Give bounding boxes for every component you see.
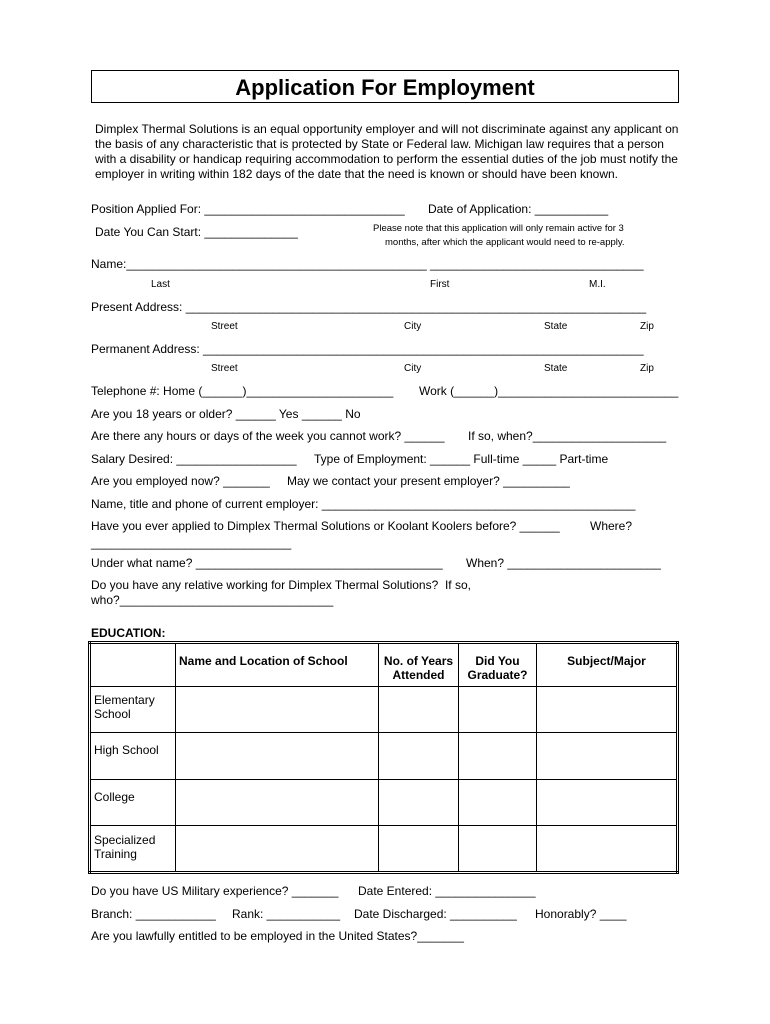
name-first-label: First <box>430 279 450 290</box>
note-line-2: months, after which the applicant would need to re-apply. <box>385 237 625 248</box>
education-table <box>88 641 679 874</box>
lawfully-entitled-field[interactable]: Are you lawfully entitled to be employed in the United States?_______ <box>91 929 464 943</box>
cell-input[interactable] <box>379 686 459 733</box>
row-label-elementary: Elementary School <box>90 686 176 733</box>
applied-before-field[interactable]: Have you ever applied to Dimplex Thermal Solutions or Koolant Koolers before? ______ <box>91 519 560 533</box>
start-date-field[interactable]: Date You Can Start: ______________ <box>95 225 298 239</box>
permanent-state-label: State <box>544 363 568 374</box>
col-years: No. of Years Attended <box>379 643 459 687</box>
present-zip-label: Zip <box>640 321 654 332</box>
under-name-field[interactable]: Under what name? _____________________________________ <box>91 556 443 570</box>
age-question-field[interactable]: Are you 18 years or older? ______ Yes ______ No <box>91 407 361 421</box>
row-label-college: College <box>90 779 176 826</box>
branch-field[interactable]: Branch: ____________ <box>91 907 216 921</box>
cell-input[interactable] <box>459 779 537 826</box>
row-label-high-school: High School <box>90 733 176 780</box>
present-address-field[interactable]: Present Address: _____________________________________________________________________ <box>91 300 647 314</box>
employment-type-field[interactable]: Type of Employment: ______ Full-time _____ Part-time <box>314 452 609 466</box>
present-city-label: City <box>404 321 422 332</box>
cell-input[interactable] <box>176 779 379 826</box>
employed-now-field[interactable]: Are you employed now? _______ <box>91 474 270 488</box>
salary-field[interactable]: Salary Desired: __________________ <box>91 452 297 466</box>
hours-question-field[interactable]: Are there any hours or days of the week you cannot work? ______ <box>91 429 445 443</box>
date-entered-field[interactable]: Date Entered: _______________ <box>358 884 536 898</box>
cell-input[interactable] <box>379 733 459 780</box>
cell-input[interactable] <box>176 826 379 873</box>
title-box <box>91 70 679 103</box>
position-applied-field[interactable]: Position Applied For: ______________________________ <box>91 202 405 216</box>
cell-input[interactable] <box>537 826 678 873</box>
equal-opportunity-statement: Dimplex Thermal Solutions is an equal opportunity employer and will not discriminate against any applicant on the basis of any characteristic that is protected by State or Federal law. Michigan law requires that a person with a disability or handicap requiring accommodation to perform the essential duties of the job must notify the employer in writing within 182 days of the date that the need is known or should have been known. <box>95 122 679 181</box>
permanent-zip-label: Zip <box>640 363 654 374</box>
hours-when-field[interactable]: If so, when?____________________ <box>468 429 667 443</box>
education-corner-cell <box>90 643 176 687</box>
table-row <box>90 686 678 733</box>
cell-input[interactable] <box>459 826 537 873</box>
applied-where-label: Where? <box>590 519 633 533</box>
present-state-label: State <box>544 321 568 332</box>
under-when-field[interactable]: When? _______________________ <box>466 556 661 570</box>
col-graduate: Did You Graduate? <box>459 643 537 687</box>
page-title: Application For Employment <box>235 75 535 100</box>
education-header-row <box>90 643 678 687</box>
cell-input[interactable] <box>379 826 459 873</box>
cell-input[interactable] <box>459 686 537 733</box>
col-school: Name and Location of School <box>176 643 379 687</box>
name-mi-label: M.I. <box>589 279 606 290</box>
relative-who-field[interactable]: who?________________________________ <box>91 593 334 607</box>
permanent-city-label: City <box>404 363 422 374</box>
date-of-application-field[interactable]: Date of Application: ___________ <box>428 202 609 216</box>
education-heading: EDUCATION: <box>91 626 166 640</box>
name-last-label: Last <box>151 279 170 290</box>
name-field[interactable]: Name:_____________________________________________ ________________________________ <box>91 257 644 271</box>
row-label-specialized: Specialized Training <box>90 826 176 873</box>
table-row <box>90 733 678 780</box>
applied-where-field[interactable]: ______________________________ <box>91 536 292 550</box>
current-employer-field[interactable]: Name, title and phone of current employer: _______________________________________________ <box>91 497 636 511</box>
col-subject: Subject/Major <box>537 643 678 687</box>
relative-question: Do you have any relative working for Dimplex Thermal Solutions? If so, <box>91 578 471 592</box>
telephone-home-field[interactable]: Telephone #: Home (______)______________________ <box>91 384 394 398</box>
note-line-1: Please note that this application will only remain active for 3 <box>373 223 624 234</box>
permanent-address-field[interactable]: Permanent Address: __________________________________________________________________ <box>91 342 644 356</box>
cell-input[interactable] <box>537 686 678 733</box>
telephone-work-field[interactable]: Work (______)___________________________ <box>419 384 679 398</box>
rank-field[interactable]: Rank: ___________ <box>232 907 341 921</box>
cell-input[interactable] <box>537 733 678 780</box>
cell-input[interactable] <box>379 779 459 826</box>
contact-employer-field[interactable]: May we contact your present employer? __________ <box>287 474 570 488</box>
cell-input[interactable] <box>537 779 678 826</box>
permanent-street-label: Street <box>211 363 238 374</box>
date-discharged-field[interactable]: Date Discharged: __________ <box>354 907 517 921</box>
cell-input[interactable] <box>176 686 379 733</box>
table-row <box>90 779 678 826</box>
honorably-field[interactable]: Honorably? ____ <box>535 907 627 921</box>
present-street-label: Street <box>211 321 238 332</box>
table-row <box>90 826 678 873</box>
military-experience-field[interactable]: Do you have US Military experience? _______ <box>91 884 339 898</box>
cell-input[interactable] <box>176 733 379 780</box>
cell-input[interactable] <box>459 733 537 780</box>
